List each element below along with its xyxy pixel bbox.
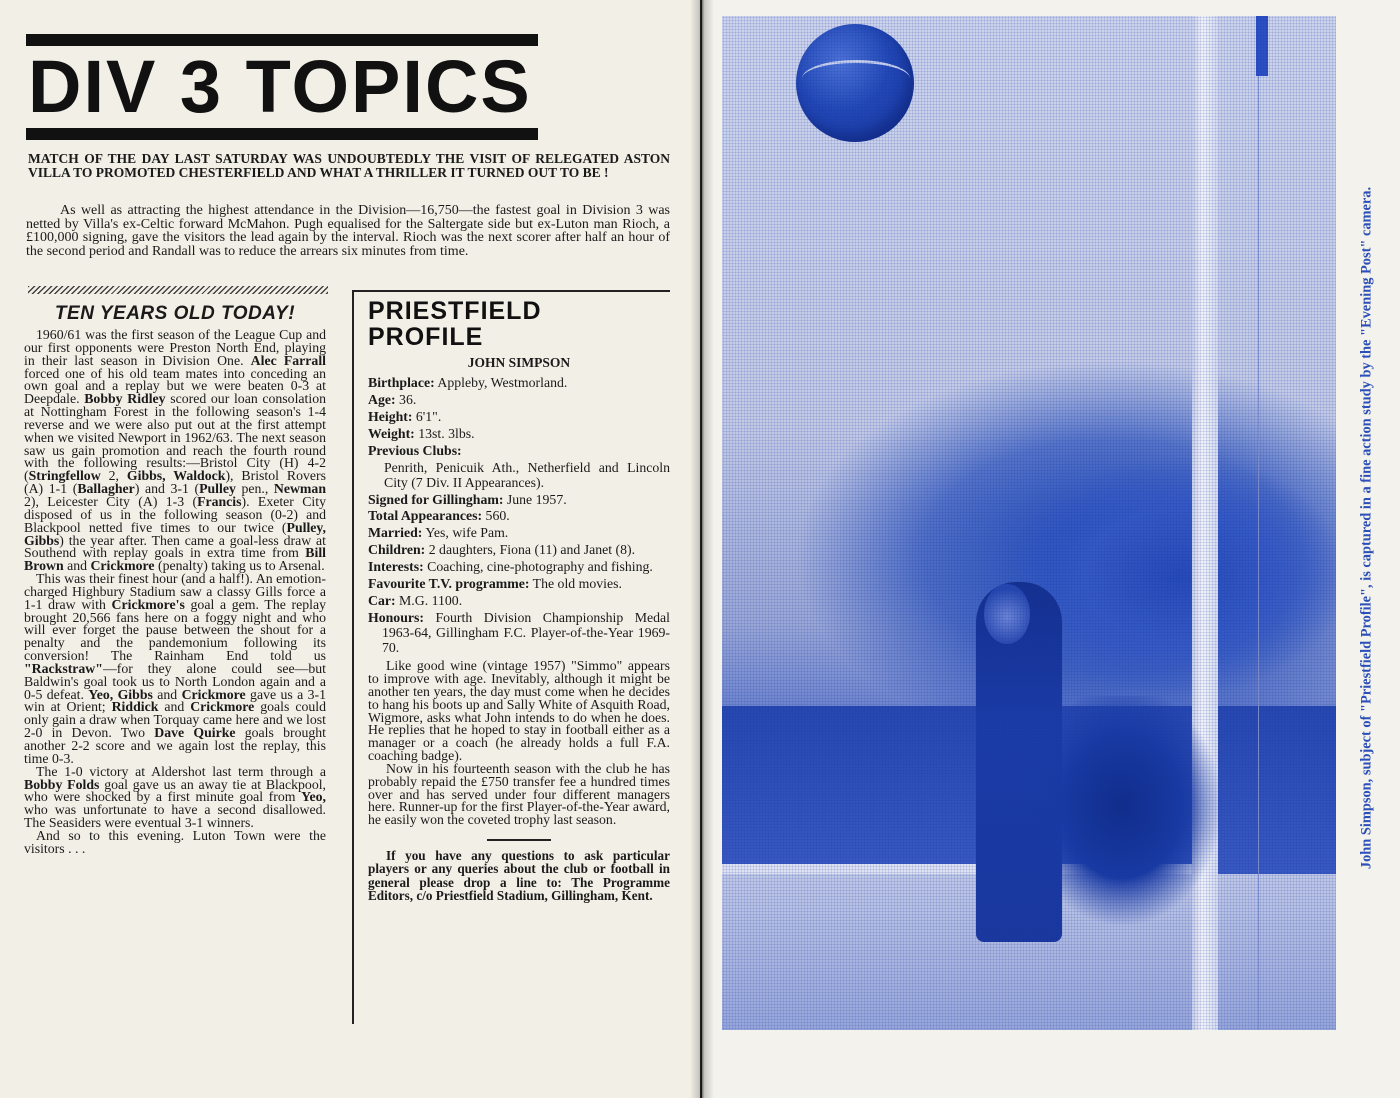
fact-value: 13st. 3lbs.	[414, 425, 475, 441]
fact-label: Favourite T.V. programme:	[368, 576, 530, 592]
fact-value: Fourth Division Championship Medal 1963-64, Gillingham F.C. Player-of-the-Year 1969-70.	[382, 610, 670, 655]
banner-title: DIV 3 TOPICS	[28, 45, 532, 128]
ball-seam	[802, 60, 910, 97]
photo-caption-text: John Simpson, subject of "Priestfield Profile", is captured in a fine action study by the "Evening Post" camera.	[1358, 186, 1375, 870]
fact-label: Children:	[368, 542, 426, 558]
fact-label: Weight:	[368, 425, 415, 441]
fact-interests	[368, 560, 670, 575]
bold-name: Riddick	[111, 699, 159, 715]
fact-value: Penrith, Penicuik Ath., Netherfield and Lincoln City (7 Div. II Appearances).	[384, 459, 670, 490]
profile-title-line2: PROFILE	[368, 323, 484, 351]
bold-name: Gibbs, Waldock	[126, 468, 226, 484]
short-divider	[487, 839, 551, 841]
bold-name: Pulley	[199, 481, 236, 497]
fact-label: Height:	[368, 408, 413, 424]
fact-value: M.G. 1100.	[395, 593, 463, 609]
ten-years-paragraph: 1960/61 was the first season of the League Cup and our first opponents were Preston North End, playing in their last season in Division One. Alec Farrall forced one of his old team mates into conceding an own goal and a replay but we were beaten 0-3 at Deepdale. Bobby Ridley scored our loan consolation at Nottingham Forest in the following season's 1-4 reverse and we were also put out at the first attempt when we visited Newport in 1962/63. The next season saw us gain promotion and reach the fourth round with the following results:—Bristol City (H) 4-2 (Stringfellow 2, Gibbs, Waldock), Bristol Rovers (A) 1-1 (Ballagher) and 3-1 (Pulley pen., Newman 2), Leicester City (A) 1-3 (Francis). Exeter City disposed of us in the following season (0-2) and Blackpool netted five times to our twice (Pulley, Gibbs) the year after. Then came a goal-less draw at Southend with replay goals in extra time from Bill Brown and Crickmore (penalty) taking us to Arsenal.	[24, 327, 326, 574]
ten-years-title: TEN YEARS OLD TODAY!	[54, 303, 296, 324]
fact-label: Previous Clubs:	[368, 442, 462, 458]
intro-body: As well as attracting the highest attendance in the Division—16,750—the fastest goal in Division 3 was netted by Villa's ex-Celtic forward McMahon. Pugh equalised for the Saltergate side but ex-Luton man Rioch, a £100,000 signing, gave the visitors the lead again by the interval. Rioch was the next scorer after half an hour of the second period and Randall was to reduce the arrears six minutes from time.	[26, 203, 670, 259]
fact-children	[368, 543, 670, 558]
fact-tv	[368, 577, 670, 592]
fact-label: Total Appearances:	[368, 508, 483, 524]
profile-title	[368, 298, 670, 350]
bold-name: Ballagher	[77, 481, 135, 497]
fact-value: The old movies.	[529, 576, 622, 592]
photo-caption	[1354, 26, 1380, 1030]
bold-name: Stringfellow	[28, 468, 101, 484]
fact-previous-clubs	[368, 444, 670, 459]
fact-label: Married:	[368, 525, 423, 541]
photo-post-shadow	[1256, 16, 1268, 76]
ten-years-paragraph: And so to this evening. Luton Town were the visitors . . .	[24, 827, 326, 856]
bold-name: Crickmore's	[111, 596, 185, 612]
fact-value: Coaching, cine-photography and fishing.	[423, 559, 653, 575]
fact-value: 6'1".	[412, 408, 442, 424]
fact-appearances	[368, 509, 670, 524]
fact-weight	[368, 427, 670, 442]
bold-name: "Rackstraw"	[24, 660, 103, 676]
profile-closing-note: If you have any questions to ask particular players or any queries about the club or football in general please drop a line to: The Programme Editors, c/o Priestfield Stadium, Gillingham, Kent.	[368, 847, 670, 904]
fact-value: Yes, wife Pam.	[422, 525, 509, 541]
wavy-divider	[28, 286, 328, 294]
fact-label: Car:	[368, 593, 396, 609]
fact-label: Honours:	[368, 610, 424, 626]
bold-name: Crickmore	[190, 699, 255, 715]
profile-title-line1: PRIESTFIELD	[368, 297, 542, 325]
bold-name: Pulley, Gibbs	[24, 519, 326, 548]
profile-paragraph: Like good wine (vintage 1957) "Simmo" appears to improve with age. Inevitably, although it might be another ten years, the day must come when he decides to hang his boots up and Sally White of Asquith Road, Wigmore, asks what John intends to do when he does. He replies that he hoped to stay in football either as a manager or a coach (he already holds a full F.A. coaching badge).	[368, 658, 670, 764]
fact-married	[368, 526, 670, 541]
bold-name: Newman	[273, 481, 326, 497]
banner-bottom-rule	[26, 128, 538, 140]
fact-value: June 1957.	[503, 491, 567, 507]
bold-name: Crickmore	[90, 558, 155, 574]
photo-trees	[1018, 456, 1336, 716]
fact-label: Interests:	[368, 559, 424, 575]
profile-top-rule	[352, 290, 670, 292]
photo-net	[1258, 76, 1259, 1030]
ten-years-paragraph: The 1-0 victory at Aldershot last term through a Bobby Folds goal gave us an away tie at Blackpool, who were shocked by a first minute goal from Yeo, who was unfortunate to have a second disallowed. The Seasiders were eventual 3-1 winners.	[24, 763, 327, 831]
profile-player-name: JOHN SIMPSON	[467, 355, 571, 370]
ten-years-paragraph: This was their finest hour (and a half!). An emotion-charged Highbury Stadium saw a classy Gills force a 1-1 draw with Crickmore's goal a gem. The replay brought 20,566 fans here on a foggy night and who will ever forget the pause between the shout for a penalty and the pandemonium following its conversion! The Rainham End told us "Rackstraw"—for they alone could see—but Baldwin's goal took us to North London again and a 0-5 defeat. Yeo, Gibbs and Crickmore gave us a 3-1 win at Orient; Riddick and Crickmore goals could only gain a draw when Torquay came here and we lost 2-0 in Devon. Two Dave Quirke goals brought another 2-2 score and we again lost the replay, this time 0-3.	[24, 571, 327, 766]
fact-height	[368, 410, 670, 425]
bold-name: Crickmore	[181, 686, 246, 702]
fact-value: 2 daughters, Fiona (11) and Janet (8).	[425, 542, 636, 558]
bold-name: Alec Farrall	[250, 352, 326, 368]
fact-value: 36.	[395, 391, 417, 407]
profile-paragraph: Now in his fourteenth season with the club he has probably repaid the £750 transfer fee a hundred times over and has served under four different managers here. Runner-up for the first Player-of-the-Year award, he easily won the coveted trophy last season.	[368, 760, 670, 828]
bold-name: Bobby Folds	[24, 776, 100, 792]
fact-label: Signed for Gillingham:	[368, 491, 504, 507]
fact-value: Appleby, Westmorland.	[434, 375, 568, 390]
section-banner	[26, 34, 538, 140]
action-photo	[722, 16, 1336, 1030]
bold-name: Bill Brown	[24, 545, 326, 574]
fact-label: Birthplace:	[368, 375, 435, 390]
bold-name: Bobby Ridley	[84, 391, 166, 407]
fact-birthplace	[368, 376, 670, 391]
ten-years-article	[24, 302, 326, 856]
priestfield-profile	[368, 298, 670, 903]
bold-name: Dave Quirke	[154, 725, 236, 741]
fact-value: 560.	[482, 508, 510, 524]
fact-label: Age:	[368, 391, 396, 407]
intro-headline: MATCH OF THE DAY LAST SATURDAY WAS UNDOUBTEDLY THE VISIT OF RELEGATED ASTON VILLA TO PROMOTED CHESTERFIELD AND WHAT A THRILLER IT TURNED OUT TO BE !	[28, 151, 670, 180]
photo-player-goalkeeper	[1022, 696, 1222, 936]
right-page	[702, 0, 1400, 1098]
fact-honours	[368, 611, 670, 655]
bold-name: Francis	[197, 493, 242, 509]
fact-car	[368, 594, 670, 609]
bold-name: Yeo,	[301, 789, 326, 805]
photo-player-head	[984, 584, 1030, 644]
fact-age	[368, 393, 670, 408]
column-divider	[352, 290, 354, 1024]
bold-name: Yeo, Gibbs	[88, 686, 153, 702]
fact-signed	[368, 493, 670, 508]
